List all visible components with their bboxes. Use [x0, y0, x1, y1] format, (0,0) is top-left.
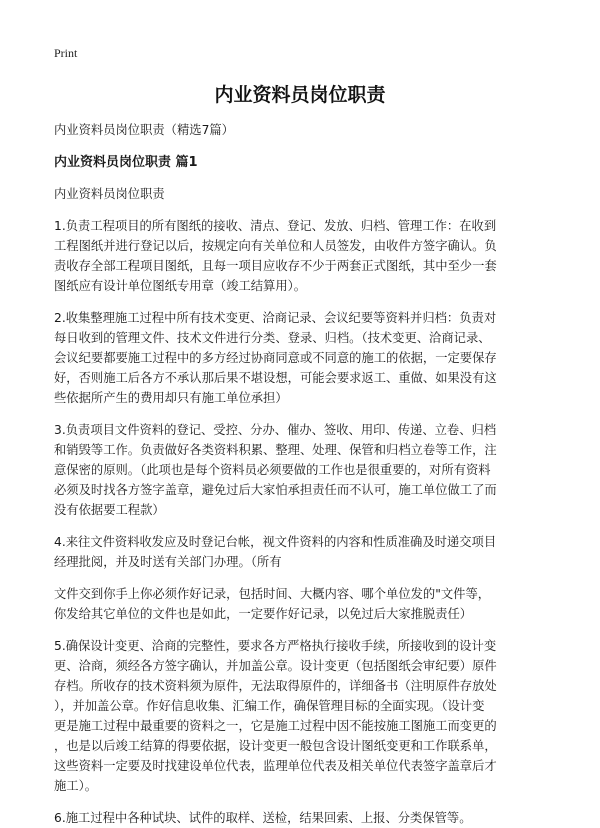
- section-heading: 内业资料员岗位职责 篇1: [54, 155, 198, 170]
- paragraph: [54, 808, 554, 828]
- paragraph: [54, 308, 554, 408]
- paragraph-line: 4.来往文件资料收发应及时登记台帐，视文件资料的内容和性质准确及时递交项目: [54, 535, 497, 549]
- paragraph-line: 存档。所收存的技术资料须为原件，无法取得原件的，详细备书（注明原件存放处: [54, 679, 497, 693]
- paragraph: [54, 532, 554, 572]
- paragraph-line: 工程图纸并进行登记以后，按规定向有关单位和人员签发，由收件方签字确认。负: [54, 239, 497, 253]
- paragraph-line: 3.负责项目文件资料的登记、受控、分办、催办、签收、用印、传递、立卷、归档: [54, 423, 497, 437]
- page-title: 内业资料员岗位职责: [214, 84, 386, 106]
- document-subtitle: 内业资料员岗位职责（精选7篇）: [54, 123, 234, 137]
- paragraph: [54, 216, 554, 296]
- paragraph-line: ，也是以后竣工结算的得要依据，设计变更一般包含设计图纸变更和工作联系单，: [54, 739, 497, 753]
- paragraph-line: 意保密的原则。（此项也是每个资料员必须要做的工作也是很重要的，对所有资料: [54, 463, 491, 477]
- paragraph-line: 文件交到你手上你必须作好记录，包括时间、大概内容、哪个单位发的"文件等，: [54, 587, 491, 601]
- paragraph-line: 必须及时找各方签字盖章，避免过后大家怕承担责任而不认可，施工单位做工了而: [54, 483, 497, 497]
- paragraph-line: 6.施工过程中各种试块、试件的取样、送检，结果回索、上报、分类保管等。: [54, 811, 472, 825]
- paragraph: [54, 420, 554, 520]
- paragraph-line: 好，否则施工后各方不承认那后果不堪设想，可能会要求返工、重做、如果没有这: [54, 371, 497, 385]
- print-label: Print: [54, 46, 78, 60]
- paragraph-line: 经理批阅，并及时送有关部门办理。（所有: [54, 555, 282, 569]
- paragraph-line: 更是施工过程中最重要的资料之一，它是施工过程中因不能按施工图施工而变更的: [54, 719, 497, 733]
- paragraph-list: [54, 216, 554, 828]
- document-body: [54, 120, 554, 828]
- paragraph-line: 你发给其它单位的文件也是如此，一定要作好记录，以免过后大家推脱责任）: [54, 607, 473, 621]
- paragraph-line: 图纸应有设计单位图纸专用章（竣工结算用）。: [54, 279, 307, 293]
- paragraph-line: 会议纪要都要施工过程中的多方经过协商同意或不同意的施工的依据，一定要保存: [54, 351, 497, 365]
- paragraph-line: 施工）。: [54, 779, 98, 793]
- section-subheading: 内业资料员岗位职责: [54, 187, 165, 201]
- paragraph-line: 些依据所产生的费用却只有施工单位承担）: [54, 391, 288, 405]
- paragraph: [54, 636, 554, 796]
- paragraph-line: 这些资料一定要及时找建设单位代表，监理单位代表及相关单位代表签字盖章后才: [54, 759, 497, 773]
- paragraph-line: 2.收集整理施工过程中所有技术变更、洽商记录、会议纪要等资料并归档：负责对: [54, 311, 497, 325]
- paragraph-line: 责收存全部工程项目图纸，且每一项目应收存不少于两套正式图纸，其中至少一套: [54, 259, 497, 273]
- paragraph-line: 1.负责工程项目的所有图纸的接收、清点、登记、发放、归档、管理工作：在收到: [54, 219, 497, 233]
- paragraph-line: 更、洽商，须经各方签字确认，并加盖公章。设计变更（包括图纸会审纪要）原件: [54, 659, 497, 673]
- paragraph-line: ），并加盖公章。作好信息收集、汇编工作，确保管理目标的全面实现。（设计变: [54, 699, 485, 713]
- paragraph-line: 5.确保设计变更、洽商的完整性，要求各方严格执行接收手续，所接收到的设计变: [54, 639, 497, 653]
- paragraph-line: 没有依据要工程款）: [54, 503, 165, 517]
- paragraph-line: 每日收到的管理文件、技术文件进行分类、登录、归档。（技术变更、洽商记录、: [54, 331, 491, 345]
- paragraph: [54, 584, 554, 624]
- paragraph-line: 和销毁等工作。负责做好各类资料积累、整理、处理、保管和归档立卷等工作，注: [54, 443, 497, 457]
